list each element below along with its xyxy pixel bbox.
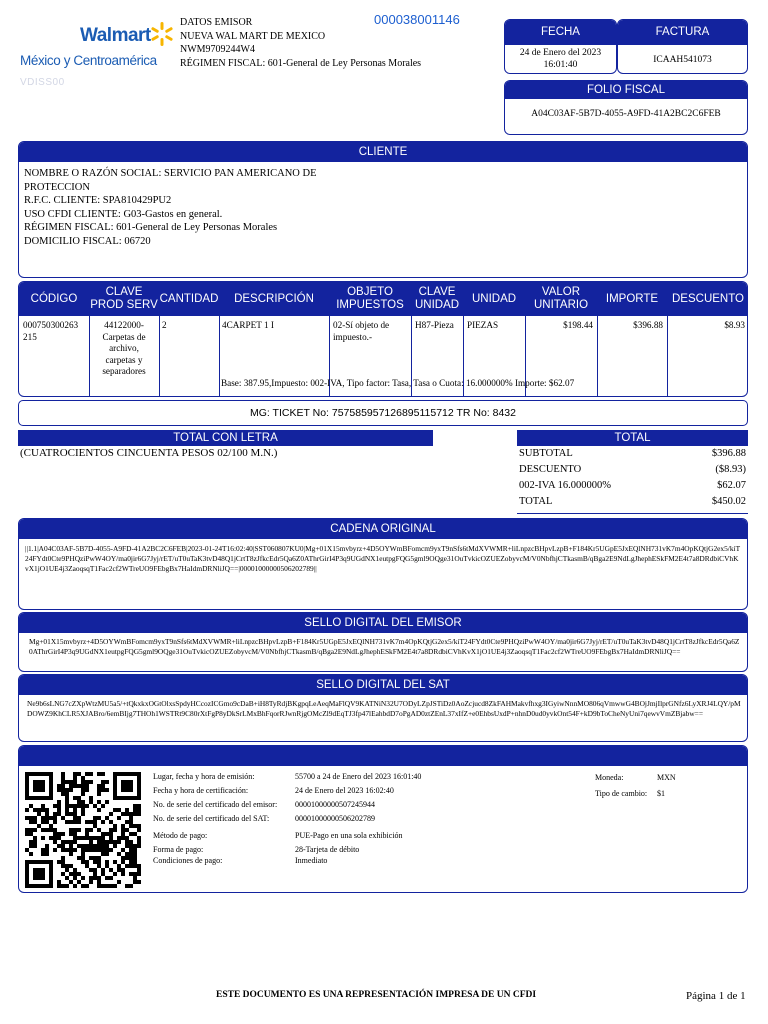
col-descripcion: DESCRIPCIÓN: [234, 292, 314, 305]
tipo-cambio-label: Tipo de cambio:: [595, 789, 648, 798]
item-descripcion: 4CARPET 1 I: [222, 320, 274, 330]
page-number: Página 1 de 1: [686, 990, 746, 1002]
logo-faint-text: VDISS00: [20, 77, 65, 88]
folio-value: A04C03AF-5B7D-4055-A9FD-41A2BC2C6FEB: [531, 109, 721, 119]
item-descuento: $8.93: [724, 320, 745, 330]
item-codigo: 000750300263 215: [23, 320, 79, 342]
folio-label: FOLIO FISCAL: [505, 81, 747, 99]
emisor-regimen: RÉGIMEN FISCAL: 601-General de Ley Personas Morales: [180, 57, 422, 69]
fecha-date: 24 de Enero del 2023: [519, 48, 602, 58]
certificate-panel: [18, 745, 748, 893]
sello-emisor-label: SELLO DIGITAL DEL EMISOR: [19, 613, 747, 633]
info-value: 24 de Enero del 2023 16:02:40: [295, 786, 394, 795]
total-row-total: [517, 495, 748, 511]
emisor-heading: DATOS EMISOR: [180, 17, 253, 28]
totals-label: TOTAL: [517, 430, 748, 446]
info-label: No. de serie del certificado del emisor:: [153, 800, 278, 809]
sello-emisor-text: Mg+01X15mvbyrz+4D5OYWmBFomcm9yxT9nSfs6tMdXVWMR+liLnpzcBHpvLzpB+F184Kr5UGpE5JxEQlNH731vK7m4OpKQtjG2ex5/kiT24FYdt0Cte9PHQziPwW4OY/ma0jir6G7Jyj/rET/uT0uTaK3tvD48Q1jCrtT8zJfkcEdr5Qa6Z0AThrGirI4P3q9UGdNX1eutpgFQG5gml9OQge31OuTvkicOZUEZobyvcM/V0NbfhjCTkasmB/qBga2E9NdLgJhephESkFM2E4t7a8DRdbiCVhKvX1jO1UE4j3ZaoqsqT1Fac2cf2WTreUO9FEbgBx7HaIdmDRNliJQ==: [29, 637, 740, 656]
factura-panel: [617, 19, 748, 74]
total-letra-label: TOTAL CON LETRA: [18, 430, 433, 446]
cadena-panel: [18, 518, 748, 610]
total-row-descuento: [517, 463, 748, 479]
logo-subtitle: México y Centroamérica: [20, 53, 157, 68]
item-objeto: 02-Sí objeto de impuesto.-: [333, 320, 390, 342]
column-divider: [89, 316, 90, 397]
sello-sat-label: SELLO DIGITAL DEL SAT: [19, 675, 747, 695]
col-codigo: CÓDIGO: [30, 292, 78, 305]
info-label: Condiciones de pago:: [153, 856, 223, 865]
folio-panel: [504, 80, 748, 135]
item-clave-unidad: H87-Pieza: [415, 320, 454, 330]
sello-sat-panel: [18, 674, 748, 742]
qr-code-icon: [25, 772, 141, 888]
tipo-cambio-value: $1: [657, 789, 665, 798]
item-valor-unitario: $198.44: [563, 320, 593, 330]
info-label: Fecha y hora de certificación:: [153, 786, 249, 795]
total-row-label: DESCUENTO: [519, 464, 582, 475]
total-letra-panel: [18, 430, 433, 460]
col-valor-unitario: VALOR UNITARIO: [533, 286, 589, 311]
footer-note: ESTE DOCUMENTO ES UNA REPRESENTACIÓN IMPRESA DE UN CFDI: [216, 990, 537, 1000]
total-row-iva: [517, 479, 748, 495]
total-row-label: 002-IVA 16.000000%: [519, 480, 611, 491]
cliente-line: R.F.C. CLIENTE: SPA810429PU2: [24, 195, 172, 206]
info-value: PUE-Pago en una sola exhibición: [295, 831, 403, 840]
cliente-line: RÉGIMEN FISCAL: 601-General de Ley Personas Morales: [24, 222, 278, 233]
item-cantidad: 2: [162, 320, 167, 330]
walmart-logo: [20, 20, 170, 90]
ticket-panel: [18, 400, 748, 426]
info-label: Método de pago:: [153, 831, 208, 840]
info-value: 28-Tarjeta de débito: [295, 845, 360, 854]
cadena-label: CADENA ORIGINAL: [19, 519, 747, 539]
certificate-header-bar: [19, 746, 747, 766]
total-row-value: $396.88: [711, 448, 746, 459]
fecha-label: FECHA: [505, 20, 616, 45]
col-cantidad: CANTIDAD: [159, 292, 219, 305]
fecha-time: 16:01:40: [543, 59, 578, 70]
item-clave-prod: 44122000- Carpetas de archivo, carpetas y separadores: [102, 320, 146, 376]
cadena-text: ||1.1|A04C03AF-5B7D-4055-A9FD-41A2BC2C6FEB|2023-01-24T16:02:40|SST060807KU0|Mg+01X15mvbyrz+4D5OYWmBFomcm9yxT9nSfs6tMdXVWMR+liLnpzcBHpvLzpB+F184Kr5UGpE5JxEQlNH731vK7m4OpKQtjG2ex5/kiT24FYdt0Cte9PHQziPwW4OY/ma0jir6G7Jyj/rET/uT0uTaK3tvD48Q1jCrtT8zJfkcEdr5Qa6Z0AThrGirI4P3q9UGdNX1eutpgFQG5gml9OQge31OuTvkicOZUEZobyvcM/V0NbfhjCTkasmB/qBga2E9NdLgJhephESkFM2E4t7a8DRdbiCVhKvX1jO1UE4j3ZaoqsqT1Fac2cf2WTreUO9FEbgBx7HaIdmDRNliJQ==|00001000000506202789||: [25, 544, 741, 573]
total-row-value: ($8.93): [715, 464, 746, 475]
cliente-line: PROTECCION: [24, 181, 90, 193]
logo-brand: Walmart: [80, 25, 151, 46]
total-row-subtotal: [517, 447, 748, 463]
col-descuento: DESCUENTO: [672, 292, 744, 305]
totals-panel: [517, 430, 748, 514]
cliente-label: CLIENTE: [19, 142, 747, 162]
total-row-label: TOTAL: [519, 496, 553, 507]
walmart-spark-icon: [149, 21, 175, 47]
fecha-panel: [504, 19, 617, 74]
col-unidad: UNIDAD: [471, 292, 517, 305]
item-tax-line: Base: 387.95,Impuesto: 002-IVA, Tipo factor: Tasa, Tasa o Cuota: 16.000000% Importe: $62.07: [221, 378, 575, 388]
document-number: 000038001146: [374, 12, 460, 27]
cliente-line: USO CFDI CLIENTE: G03-Gastos en general.: [24, 208, 223, 220]
items-table: [18, 281, 748, 397]
col-importe: IMPORTE: [605, 292, 659, 305]
moneda-label: Moneda:: [595, 773, 624, 782]
factura-value: ICAAH541073: [653, 55, 712, 65]
info-value: 00001000000506202789: [295, 814, 375, 823]
info-value: 00001000000507245944: [295, 800, 375, 809]
emisor-rfc: NWM9709244W4: [180, 44, 255, 56]
cliente-line: NOMBRE O RAZÓN SOCIAL: SERVICIO PAN AMERICANO DE: [24, 168, 317, 179]
col-objeto: OBJETO IMPUESTOS: [336, 286, 404, 311]
col-clave-unidad: CLAVE UNIDAD: [414, 286, 460, 311]
info-label: Forma de pago:: [153, 845, 204, 854]
item-unidad: PIEZAS: [467, 320, 499, 330]
info-value: Inmediato: [295, 856, 328, 865]
cliente-panel: [18, 141, 748, 278]
item-importe: $396.88: [633, 320, 663, 330]
totals-bottom-rule: [517, 513, 748, 514]
total-row-label: SUBTOTAL: [519, 448, 573, 459]
items-header: [19, 282, 748, 316]
sello-emisor-panel: [18, 612, 748, 672]
moneda-value: MXN: [657, 773, 676, 782]
column-divider: [219, 316, 220, 397]
col-clave-prod: CLAVE PROD SERV: [90, 286, 158, 311]
factura-label: FACTURA: [618, 20, 747, 45]
total-letra-value: (CUATROCIENTOS CINCUENTA PESOS 02/100 M.N.): [20, 447, 278, 459]
emisor-name: NUEVA WAL MART DE MEXICO: [180, 30, 326, 42]
sello-sat-text: Ne9b6sLNG7cZXpWtzMU5a5/+tQkxkxOGtOlxsSpdyHCcozICGmo9cDaB+iH8TyRdjBKgpqLeAeqMaFlQV9KATNiN32U7ODyLZpJSTiDz0AoZcjucd8ZkFAHMakvfhxg3IGyiwNnnMO806qVmwwG4BOjJmjIlprGNfz6LyXRJ4LQY/pMDOWZ9KhCLR5XJABro/6emBIjg7THOh1WSTRt9C80rXtFgP8yDkSrLMxBhFqorRJwnRjgOMcZl9dEqTJ3fp47lEahbdD7oPgAD0ztZEnL37xIfZ+e0EhbsUxdP+nhnD0ud0yvkOnt54F+kD9bToCheNyUni7qewvVmZBjabw==: [27, 699, 741, 718]
total-row-value: $62.07: [717, 480, 746, 491]
cliente-line: DOMICILIO FISCAL: 06720: [24, 235, 151, 247]
info-label: No. de serie del certificado del SAT:: [153, 814, 270, 823]
ticket-text: MG: TICKET No: 757585957126895115712 TR No: 8432: [250, 407, 516, 419]
total-row-value: $450.02: [711, 496, 746, 507]
info-label: Lugar, fecha y hora de emisión:: [153, 772, 255, 781]
column-divider: [159, 316, 160, 397]
info-value: 55700 a 24 de Enero del 2023 16:01:40: [295, 772, 422, 781]
